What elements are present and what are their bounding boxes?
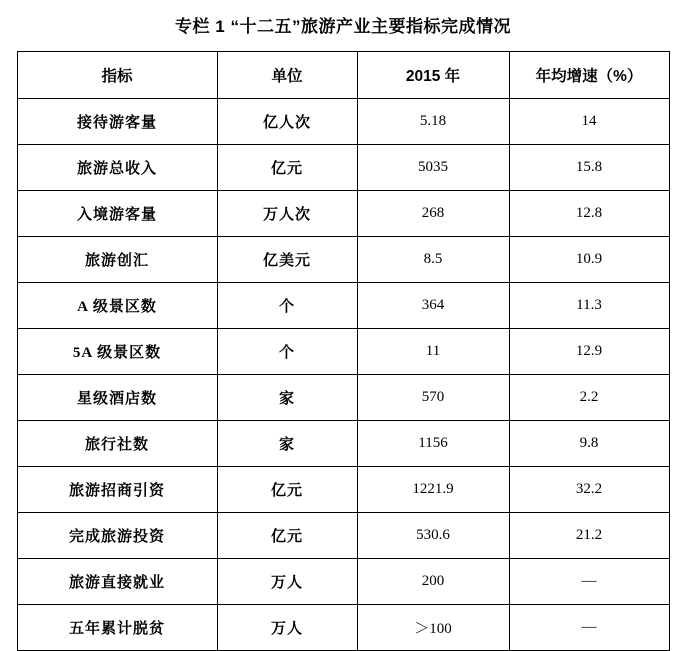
column-header-value-2015: 2015 年 — [357, 52, 509, 99]
cell-value-2015: 11 — [357, 329, 509, 375]
indicators-table — [17, 51, 670, 651]
cell-unit: 亿元 — [217, 145, 357, 191]
table-row — [17, 329, 669, 375]
table-row — [17, 283, 669, 329]
cell-indicator: 旅行社数 — [17, 421, 217, 467]
cell-indicator: 旅游创汇 — [17, 237, 217, 283]
cell-indicator: 旅游总收入 — [17, 145, 217, 191]
column-header-unit: 单位 — [217, 52, 357, 99]
table-header-row — [17, 52, 669, 99]
cell-indicator: 五年累计脱贫 — [17, 605, 217, 651]
cell-value-2015: 268 — [357, 191, 509, 237]
cell-growth: 15.8 — [509, 145, 669, 191]
cell-indicator: 5A 级景区数 — [17, 329, 217, 375]
cell-value-2015: ＞100 — [357, 605, 509, 651]
table-row — [17, 559, 669, 605]
cell-unit: 亿元 — [217, 467, 357, 513]
cell-value-2015: 8.5 — [357, 237, 509, 283]
cell-indicator: 旅游直接就业 — [17, 559, 217, 605]
cell-value-2015: 570 — [357, 375, 509, 421]
cell-growth: 12.8 — [509, 191, 669, 237]
column-header-indicator: 指标 — [17, 52, 217, 99]
table-row — [17, 237, 669, 283]
cell-unit: 个 — [217, 283, 357, 329]
cell-growth: 2.2 — [509, 375, 669, 421]
cell-indicator: 旅游招商引资 — [17, 467, 217, 513]
cell-growth: 11.3 — [509, 283, 669, 329]
cell-indicator: 入境游客量 — [17, 191, 217, 237]
cell-unit: 亿元 — [217, 513, 357, 559]
cell-value-2015: 5035 — [357, 145, 509, 191]
cell-value-2015: 1156 — [357, 421, 509, 467]
cell-value-2015: 200 — [357, 559, 509, 605]
cell-unit: 家 — [217, 421, 357, 467]
cell-unit: 个 — [217, 329, 357, 375]
cell-unit: 万人 — [217, 605, 357, 651]
table-row — [17, 467, 669, 513]
cell-growth: — — [509, 559, 669, 605]
cell-growth: 21.2 — [509, 513, 669, 559]
cell-indicator: 星级酒店数 — [17, 375, 217, 421]
cell-indicator: 完成旅游投资 — [17, 513, 217, 559]
cell-value-2015: 530.6 — [357, 513, 509, 559]
cell-growth: 12.9 — [509, 329, 669, 375]
page-title: 专栏 1 “十二五”旅游产业主要指标完成情况 — [175, 17, 511, 36]
cell-unit: 亿美元 — [217, 237, 357, 283]
cell-growth: 10.9 — [509, 237, 669, 283]
cell-growth: 32.2 — [509, 467, 669, 513]
cell-indicator: 接待游客量 — [17, 99, 217, 145]
table-row — [17, 145, 669, 191]
column-header-growth-rate: 年均增速（%） — [509, 52, 669, 99]
cell-indicator: A 级景区数 — [17, 283, 217, 329]
table-row — [17, 191, 669, 237]
table-row — [17, 513, 669, 559]
cell-unit: 家 — [217, 375, 357, 421]
table-row — [17, 605, 669, 651]
cell-unit: 万人次 — [217, 191, 357, 237]
table-row — [17, 99, 669, 145]
cell-growth: 14 — [509, 99, 669, 145]
cell-value-2015: 364 — [357, 283, 509, 329]
cell-unit: 亿人次 — [217, 99, 357, 145]
cell-value-2015: 1221.9 — [357, 467, 509, 513]
cell-value-2015: 5.18 — [357, 99, 509, 145]
cell-unit: 万人 — [217, 559, 357, 605]
cell-growth: 9.8 — [509, 421, 669, 467]
cell-growth: — — [509, 605, 669, 651]
table-row — [17, 421, 669, 467]
table-row — [17, 375, 669, 421]
